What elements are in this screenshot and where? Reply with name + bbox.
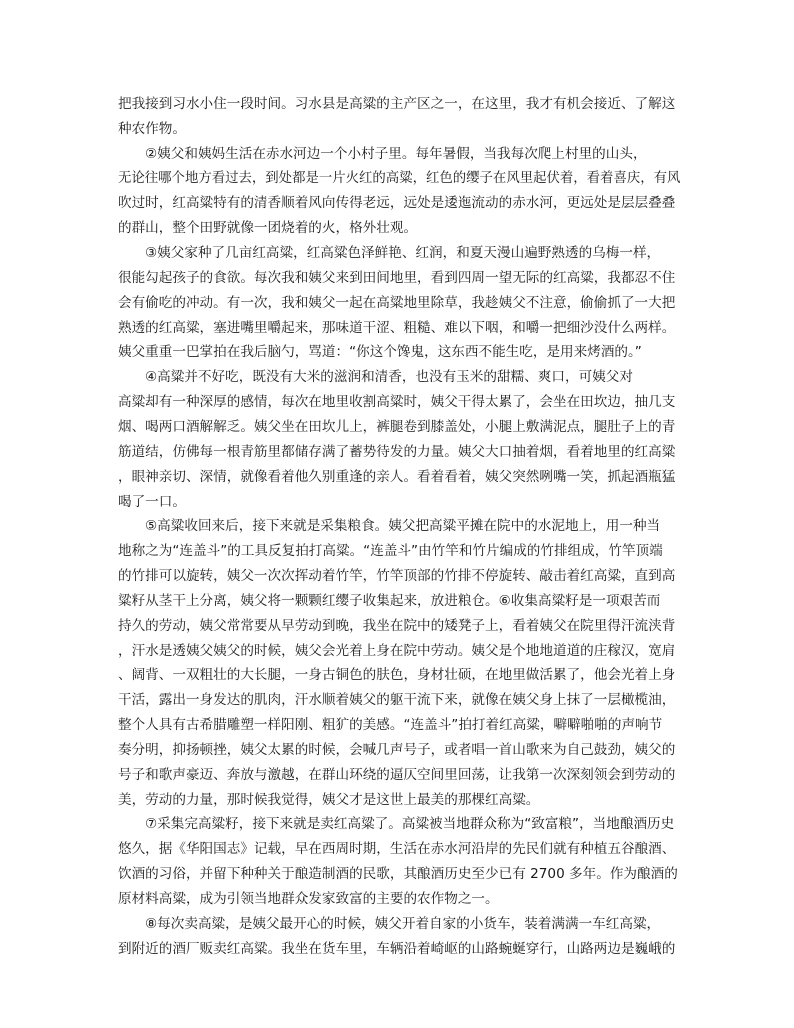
text-line: 烟、喝两口酒解解乏。姨父坐在田坎儿上，裤腿卷到膝盖处，小腿上敷满泥点，腿肚子上的青 <box>118 418 676 435</box>
text-line: 无论往哪个地方看过去，到处都是一片火红的高粱，红色的缨子在风里起伏着，看着喜庆，有风 <box>118 170 680 186</box>
text-line: 美，劳动的力量，那时候我觉得，姨父才是这世上最美的那棵红高粱。 <box>118 791 540 808</box>
text-line: 熟透的红高粱，塞进嘴里嚼起来，那味道干涩、粗糙、难以下咽，和嚼一把细沙没什么两样。 <box>118 319 676 336</box>
document-page <box>118 92 680 962</box>
text-line: 的竹排可以旋转，姨父一次次挥动着竹竿，竹竿顶部的竹排不停旋转、敲击着红高粱，直到高 <box>118 568 676 585</box>
text-line: 到附近的酒厂贩卖红高粱。我坐在货车里，车辆沿着崎岖的山路蜿蜒穿行，山路两边是巍峨的 <box>118 940 676 957</box>
text-line: 高粱却有一种深厚的感情，每次在地里收割高粱时，姨父干得太累了，会坐在田坎边，抽几支 <box>118 394 676 411</box>
paragraph-start-line: ⑦采集完高粱籽，接下来就是卖红高粱了。高粱被当地群众称为“致富粮”，当地酿酒历史 <box>145 816 675 833</box>
text-line: 干活，露出一身发达的肌肉，汗水顺着姨父的躯干流下来，就像在姨父身上抹了一层橄榄油， <box>118 692 676 709</box>
text-line: 种农作物。 <box>118 120 186 137</box>
text-line: 饮酒的习俗，并留下种种关于酿造制酒的民歌，其酿酒历史至少已有 2700 多年。作为酿酒的 <box>118 866 678 883</box>
text-line: 会有偷吃的冲动。有一次，我和姨父一起在高粱地里除草，我趁姨父不注意，偷偷抓了一大把 <box>118 294 676 311</box>
text-line: ，眼神亲切、深情，就像看着他久别重逢的亲人。看着看着，姨父突然咧嘴一笑，抓起酒瓶猛 <box>118 468 676 485</box>
paragraph-start-line: ⑤高粱收回来后，接下来就是采集粮食。姨父把高粱平摊在院中的水泥地上，用一种当 <box>145 518 661 535</box>
text-line: 持久的劳动，姨父常常要从早劳动到晚，我坐在院中的矮凳子上，看着姨父在院里得汗流浃背 <box>118 617 676 634</box>
paragraph-start-line: ②姨父和姨妈生活在赤水河边一个小村子里。每年暑假，当我每次爬上村里的山头， <box>145 145 647 162</box>
paragraph-start-line: ③姨父家种了几亩红高粱，红高粱色泽鲜艳、红润，和夏天漫山遍野熟透的乌梅一样， <box>145 245 661 262</box>
text-line: 的群山，整个田野就像一团烧着的火，格外壮观。 <box>118 220 418 237</box>
paragraph-start-line: ⑧每次卖高粱，是姨父最开心的时候，姨父开着自家的小货车，装着满满一车红高粱， <box>145 915 661 932</box>
text-line: 吹过时，红高粱特有的清香顺着风向传得老远，远处是逶迤流动的赤水河，更远处是层层叠叠 <box>118 195 676 212</box>
text-line: 很能勾起孩子的食欲。每次我和姨父来到田间地里，看到四周一望无际的红高粱，我都忍不住 <box>118 269 676 286</box>
text-line: 地称之为“连盖斗”的工具反复拍打高粱。“连盖斗”由竹竿和竹片编成的竹排组成，竹竿顶端 <box>118 543 663 560</box>
text-line: 原材料高粱，成为引领当地群众发家致富的主要的农作物之一。 <box>118 891 499 907</box>
text-line: 姨父重重一巴掌拍在我后脑勺，骂道：“你这个馋鬼，这东西不能生吃，是用来烤酒的。” <box>118 344 642 361</box>
text-line: 把我接到习水小住一段时间。习水县是高粱的主产区之一，在这里，我才有机会接近、了解这 <box>118 96 676 112</box>
text-line: 号子和歌声豪迈、奔放与激越，在群山环绕的逼仄空间里回荡，让我第一次深刻领会到劳动的 <box>118 766 676 783</box>
text-line: ，汗水是透姨父姨父的时候，姨父会光着上身在院中劳动。姨父是个地地道道的庄稼汉，宽肩 <box>118 642 676 659</box>
text-line: 喝了一口。 <box>118 493 186 510</box>
text-line: 奏分明，抑扬顿挫，姨父太累的时候，会喊几声号子，或者唱一首山歌来为自己鼓劲，姨父的 <box>118 741 676 758</box>
paragraph-start-line: ④高粱并不好吃，既没有大米的滋润和清香，也没有玉米的甜糯、爽口，可姨父对 <box>145 369 633 386</box>
text-line: 粱籽从茎干上分离，姨父将一颗颗红缨子收集起来，放进粮仓。⑥收集高粱籽是一项艰苦而 <box>118 592 661 609</box>
text-line: 筋道结，仿佛每一根青筋里都储存满了蓄势待发的力量。姨父大口抽着烟，看着地里的红高粱 <box>118 443 676 460</box>
text-line: 整个人具有古希腊雕塑一样阳刚、粗犷的美感。“连盖斗”拍打着红高粱，噼噼啪啪的声响节 <box>118 717 663 734</box>
text-line: 、阔背、一双粗壮的大长腿，一身古铜色的肤色，身材壮硕，在地里做活累了，他会光着上身 <box>118 667 676 684</box>
text-line: 悠久，据《华阳国志》记载，早在西周时期，生活在赤水河沿岸的先民们就有种植五谷酿酒、 <box>118 841 676 858</box>
